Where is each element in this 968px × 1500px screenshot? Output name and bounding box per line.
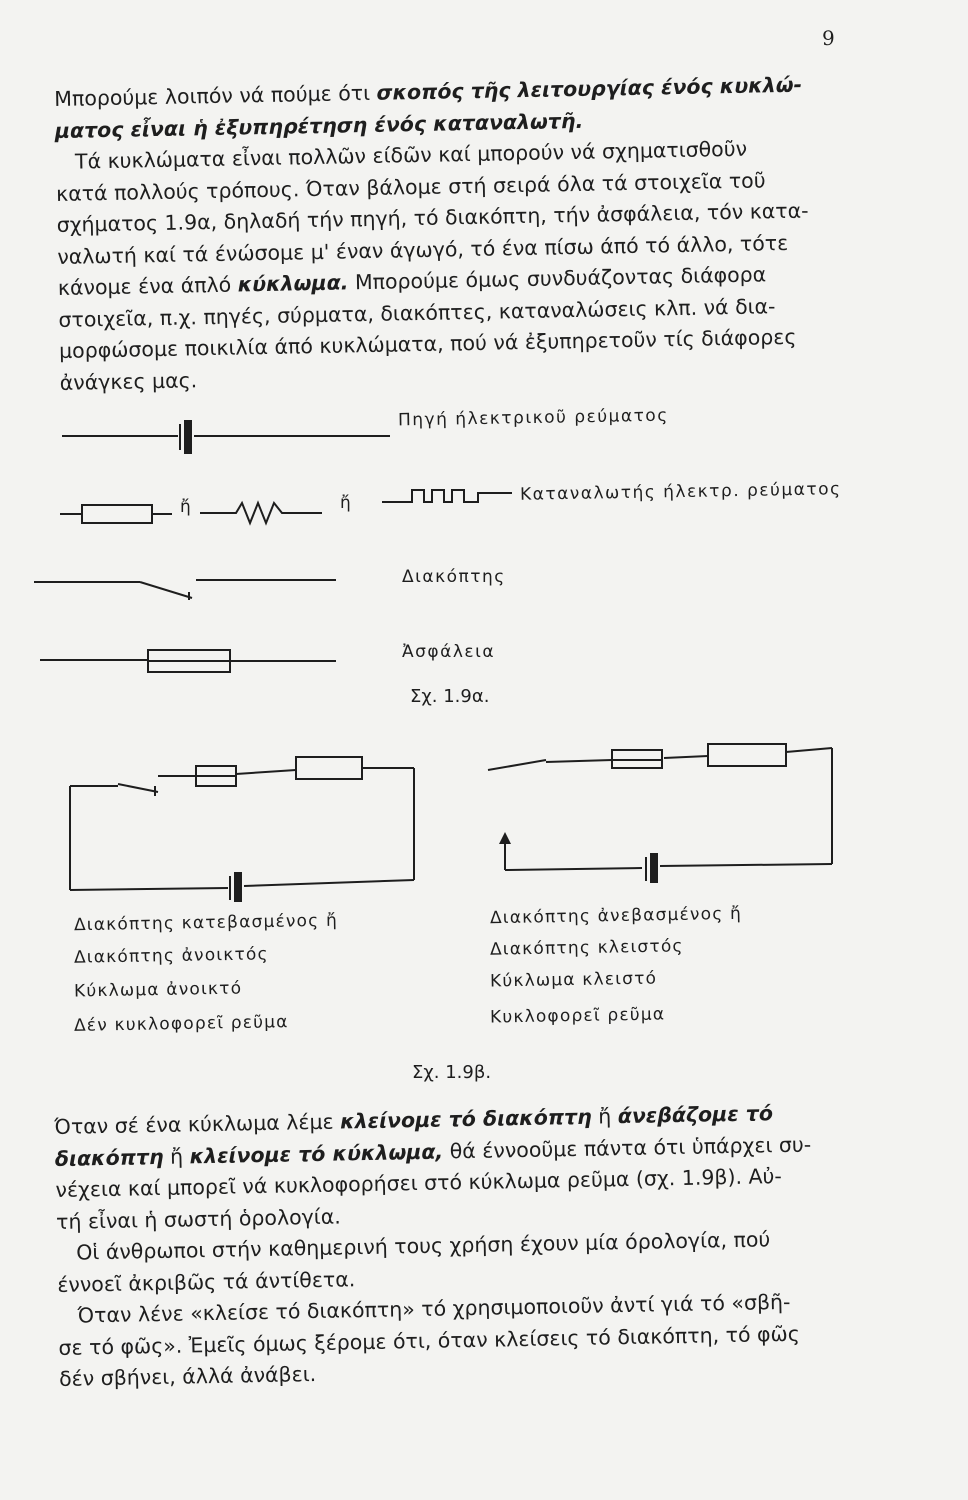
intro-paragraph: Μπορούμε λοιπόν νά πούμε ότι σκοπός τῆς λειτουργίας ένός κυκλώ- ματος εἶναι ἡ ἐξυπηρέτηση ένός καταναλωτῆ. Τά κυκλώματα εἶναι πολλῶν είδῶν καί μπορούν νά σχηματισθοῦν κατά πολλούς τρόπους. Όταν βάλομε στή σειρά όλα τά στοιχεῖα τοῦ σχήματος 1.9α, δηλαδή τήν πηγή, τό διακόπτη, τήν ἀσφάλεια, τόν κατα- ναλωτή καί τά ένώσομε μ' έναν άγωγό, τό ένα πίσω άπό τό άλλο, τότε κάνομε ένα άπλό κύκλωμα. Μπορούμε όμως συνδυάζοντας διάφορα στοιχεῖα, π.χ. πηγές, σύρματα, διακόπτες, καταναλώσεις κλπ. νά δια- μορφώσομε ποικιλία άπό κυκλώματα, πού νά ἐξυπηρετοῦν τίς διάφορες ἀνάγκες μας. — [54, 72, 809, 395]
or-label: ἤ — [340, 493, 353, 513]
open-circuit-caption-line: Διακόπτης κατεβασμένος ἤ — [73, 910, 339, 936]
closed-circuit-diagram — [488, 744, 832, 883]
open-circuit-caption-line: Κύκλωμα ἀνοικτό — [73, 978, 243, 1002]
figure-caption: Σχ. 1.9α. — [410, 686, 490, 707]
fuse-label: Ἀσφάλεια — [402, 642, 496, 662]
closed-circuit-caption-line: Διακόπτης κλειστός — [489, 936, 684, 960]
closed-circuit-caption-line: Κυκλοφορεῖ ρεῦμα — [489, 1004, 666, 1028]
open-circuit-diagram — [70, 757, 414, 902]
consumer-label: Καταναλωτής ήλεκτρ. ρεύματος — [519, 479, 842, 505]
outro-paragraph: Όταν σέ ένα κύκλωμα λέμε κλείνομε τό διακόπτη ἤ άνεβάζομε τό διακόπτη ἤ κλείνομε τό κύκλωμα, θά έννοοῦμε πάντα ότι ὑπάρχει συ- νέχεια καί μπορεῖ νά κυκλοφορήσει στό κύκλωμα ρεῦμα (σχ. 1.9β). Αὐ- τή εἶναι ἡ σωστή ὁρολογία. Οἱ άνθρωποι στήν καθημερινή τους χρήση έχουν μία όρολογία, πού έννοεῖ ἀκριβῶς τά άντίθετα. Όταν λένε «κλείσε τό διακόπτη» τό χρησιμοποιοῦν ἀντί γιά τό «σβῆ- σε τό φῶς». Ἐμεῖς όμως ξέρομε ότι, όταν κλείσεις τό διακόπτη, τό φῶς δέν σβήνει, άλλά ἀνάβει. — [54, 1101, 812, 1391]
figure-caption: Σχ. 1.9β. — [412, 1062, 492, 1083]
open-circuit-caption-line: Διακόπτης ἀνοικτός — [73, 944, 269, 968]
closed-circuit-caption-line: Κύκλωμα κλειστό — [489, 968, 658, 992]
open-circuit-caption-line: Δέν κυκλοφορεῖ ρεῦμα — [73, 1012, 289, 1036]
page-number: 9 — [822, 26, 835, 50]
source-label: Πηγή ήλεκτρικοῦ ρεύματος — [397, 405, 669, 431]
closed-circuit-caption-line: Διακόπτης ἀνεβασμένος ἤ — [489, 903, 743, 929]
or-label: ἤ — [180, 497, 193, 517]
switch-label: Διακόπτης — [402, 567, 506, 587]
